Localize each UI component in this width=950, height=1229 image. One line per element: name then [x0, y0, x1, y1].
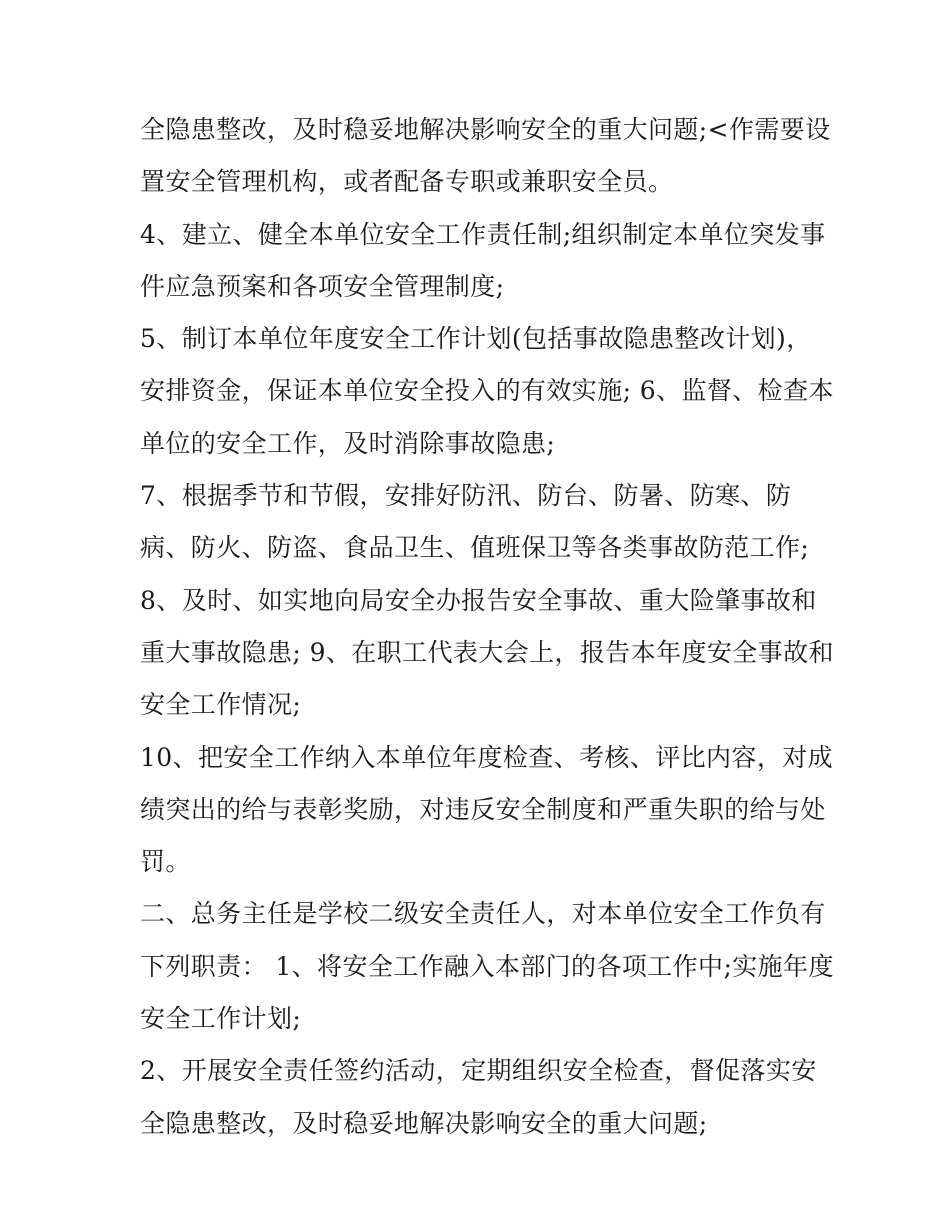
text-line: 全隐患整改，及时稳妥地解决影响安全的重大问题;<作需要设: [140, 115, 831, 144]
text-line: 10、把安全工作纳入本单位年度检查、考核、评比内容，对成: [140, 742, 834, 772]
text-line: 单位的安全工作，及时消除事故隐患;: [140, 428, 556, 458]
text-line: 重大事故隐患; 9、在职工代表大会上，报告本年度安全事故和: [140, 637, 834, 667]
text-line: 件应急预案和各项安全管理制度;: [140, 271, 505, 301]
text-line: 2、开展安全责任签约活动，定期组织安全检查，督促落实安: [140, 1056, 817, 1086]
text-line: 罚。: [140, 847, 191, 877]
text-line: 全隐患整改，及时稳妥地解决影响安全的重大问题;: [140, 1108, 708, 1138]
text-line: 安全工作计划;: [140, 1004, 302, 1034]
text-line: 7、根据季节和节假，安排好防汛、防台、防暑、防寒、防: [140, 481, 792, 511]
text-line: 下列职责： 1、将安全工作融入本部门的各项工作中;实施年度: [140, 951, 834, 981]
text-line: 病、防火、防盗、食品卫生、值班保卫等各类事故防范工作;: [140, 533, 810, 563]
text-line: 8、及时、如实地向局安全办报告安全事故、重大险肇事故和: [140, 585, 817, 615]
text-line: 4、建立、健全本单位安全工作责任制;组织制定本单位突发事: [140, 219, 826, 249]
text-line: 5、制订本单位年度安全工作计划(包括事故隐患整改计划)，: [140, 324, 812, 354]
text-line: 二、总务主任是学校二级安全责任人，对本单位安全工作负有: [140, 899, 826, 929]
text-line: 安全工作情况;: [140, 690, 302, 720]
document-body: [140, 104, 834, 1150]
text-line: 置安全管理机构，或者配备专职或兼职安全员。: [140, 167, 674, 197]
text-line: 安排资金，保证本单位安全投入的有效实施; 6、监督、检查本: [140, 376, 834, 406]
text-line: 绩突出的给与表彰奖励，对违反安全制度和严重失职的给与处: [140, 794, 826, 824]
